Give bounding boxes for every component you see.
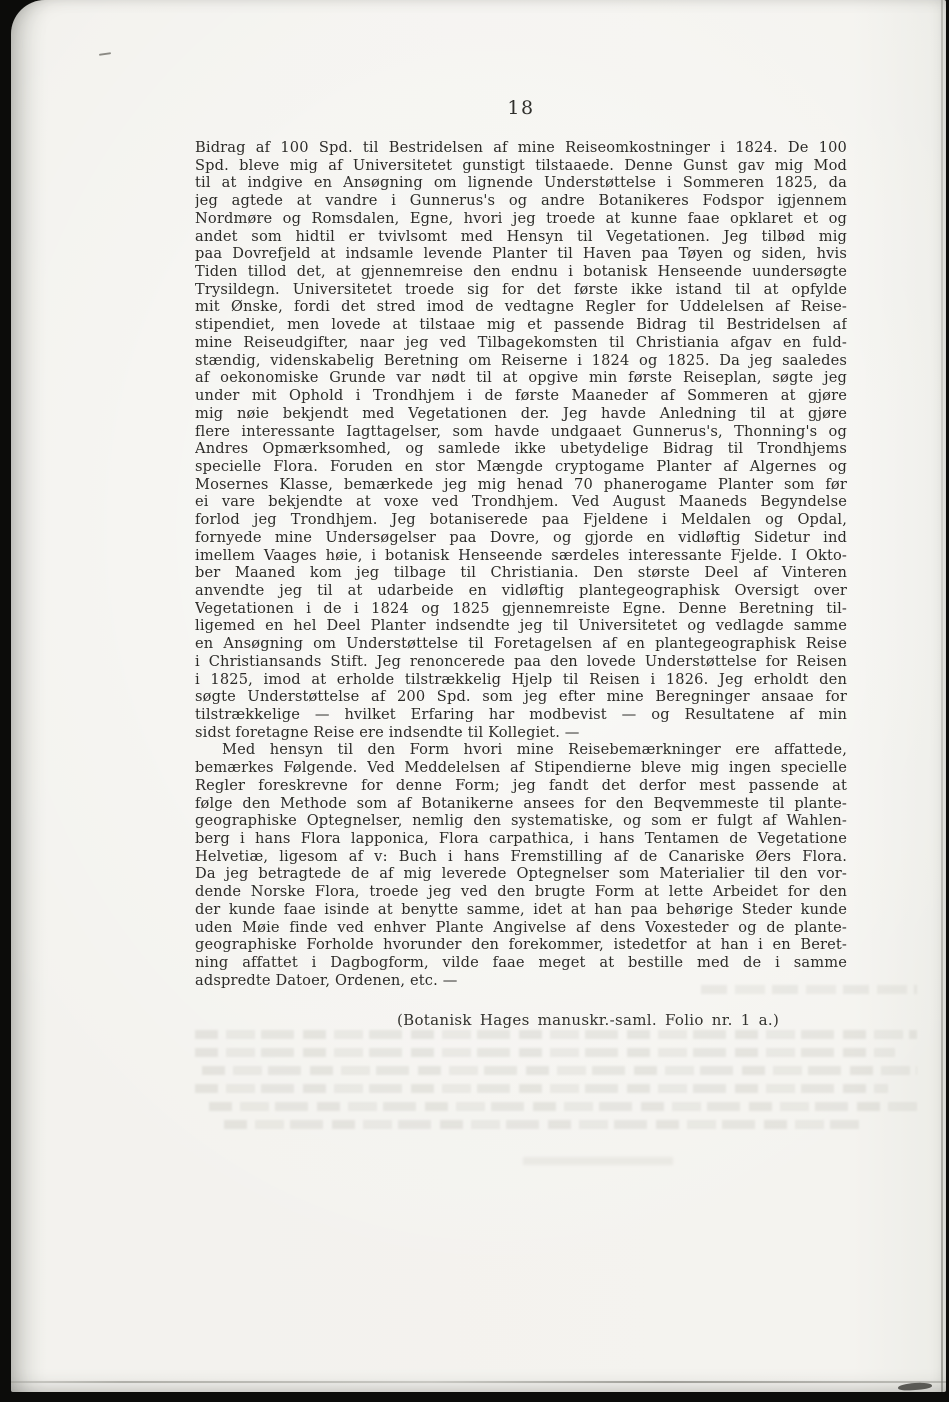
text-line: Da jeg betragtede de af mig leverede Optegnelser som Materialier til den vor- (195, 865, 847, 883)
text-line: mit Ønske, fordi det stred imod de vedtagne Regler for Uddelelsen af Reise- (195, 298, 847, 316)
text-line: uden Møie finde ved enhver Plante Angivelse af dens Voxesteder og de plante- (195, 918, 847, 936)
text-line: jeg agtede at vandre i Gunnerus's og andre Botanikeres Fodspor igjennem (195, 192, 847, 210)
text-line: af oekonomiske Grunde var nødt til at opgive min første Reiseplan, søgte jeg (195, 369, 847, 387)
text-line: ligemed en hel Deel Planter indsendte jeg til Universitetet og vedlagde samme (195, 617, 847, 635)
text-line: en Ansøgning om Understøttelse til Foretagelsen af en plantegeographisk Reise (195, 635, 847, 653)
book-page (11, 0, 946, 1392)
paragraph-form-remarks (195, 741, 847, 989)
text-line: berg i hans Flora lapponica, Flora carpathica, i hans Tentamen de Vegetatione (195, 830, 847, 848)
bleed-through-row (209, 1102, 917, 1111)
text-line: Med hensyn til den Form hvori mine Reisebemærkninger ere affattede, (222, 741, 847, 759)
text-line: adspredte Datoer, Ordenen, etc. — (195, 971, 458, 989)
text-line: søgte Understøttelse af 200 Spd. som jeg efter mine Beregninger ansaae for (195, 688, 847, 706)
text-line: følge den Methode som af Botanikerne ansees for den Beqvemmeste til plante- (195, 794, 847, 812)
text-line: ber Maaned kom jeg tilbage til Christiania. Den største Deel af Vinteren (195, 564, 847, 582)
bleed-through-row (195, 1048, 895, 1057)
text-line: geographiske Optegnelser, nemlig den systematiske, og som er fulgt af Wahlen- (195, 812, 847, 830)
text-line: sidst foretagne Reise ere indsendte til Kollegiet. — (195, 723, 580, 741)
source-citation: (Botanisk Hages manuskr.-saml. Folio nr. 1 a.) (397, 1011, 780, 1029)
text-line: paa Dovrefjeld at indsamle levende Planter til Haven paa Tøyen og siden, hvis (195, 245, 847, 263)
text-line: Bidrag af 100 Spd. til Bestridelsen af mine Reiseomkostninger i 1824. De 100 (195, 139, 847, 156)
text-line: flere interessante Iagttagelser, som havde undgaaet Gunnerus's, Thonning's og (195, 422, 847, 440)
text-line: Nordmøre og Romsdalen, Egne, hvori jeg troede at kunne faae opklaret et og (195, 209, 847, 227)
bottom-crease (11, 1381, 946, 1383)
paper-speck (99, 52, 111, 56)
page-text-block (195, 139, 847, 990)
text-line: i Christiansands Stift. Jeg renoncerede paa den lovede Understøttelse for Reisen (195, 652, 847, 670)
text-line: stipendiet, men lovede at tilstaae mig et passende Bidrag til Bestridelsen af (195, 316, 847, 334)
bleed-through-row (224, 1120, 859, 1129)
text-line: mig nøie bekjendt med Vegetationen der. Jeg havde Anledning til at gjøre (195, 404, 847, 422)
text-line: mine Reiseudgifter, naar jeg ved Tilbagekomsten til Christiania afgav en fuld- (195, 333, 847, 351)
bleed-through-row (701, 985, 917, 994)
text-line: Trysildegn. Universitetet troede sig for det første ikke istand til at opfylde (195, 280, 847, 298)
text-line: der kunde faae isinde at benytte samme, idet at han paa behørige Steder kunde (195, 900, 847, 918)
paragraph-travel-report (195, 139, 847, 741)
text-line: til at indgive en Ansøgning om lignende Understøttelse i Sommeren 1825, da (195, 174, 847, 192)
text-line: Spd. bleve mig af Universitetet gunstigt tilstaaede. Denne Gunst gav mig Mod (195, 156, 847, 174)
text-line: ei vare bekjendte at voxe ved Trondhjem. Ved August Maaneds Begyndelse (195, 493, 847, 511)
text-line: andet som hidtil er tvivlsomt med Hensyn til Vegetationen. Jeg tilbød mig (195, 227, 847, 245)
text-line: i 1825, imod at erholde tilstrækkelig Hjelp til Reisen i 1826. Jeg erholdt den (195, 670, 847, 688)
text-line: Vegetationen i de i 1824 og 1825 gjennemreiste Egne. Denne Beretning til- (195, 599, 847, 617)
text-line: specielle Flora. Foruden en stor Mængde cryptogame Planter af Algernes og (195, 457, 847, 475)
bleed-through-row (195, 1030, 917, 1039)
text-line: Mosernes Klasse, bemærkede jeg mig henad 70 phanerogame Planter som før (195, 475, 847, 493)
bleed-through-text (195, 1030, 917, 1138)
text-line: geographiske Forholde hvorunder den forekommer, istedetfor at han i en Beret- (195, 936, 847, 954)
text-line: anvendte jeg til at udarbeide en vidløftig plantegeographisk Oversigt over (195, 581, 847, 599)
text-line: imellem Vaages høie, i botanisk Henseende særdeles interessante Fjelde. I Okto- (195, 546, 847, 564)
bleed-through-row (202, 1066, 917, 1075)
text-line: fornyede mine Undersøgelser paa Dovre, og gjorde en vidløftig Sidetur ind (195, 528, 847, 546)
bleed-through-row (523, 1157, 673, 1165)
text-line: stændig, videnskabelig Beretning om Reiserne i 1824 og 1825. Da jeg saaledes (195, 351, 847, 369)
bleed-through-row (195, 1084, 888, 1093)
text-line: tilstrækkelige — hvilket Erfaring har modbevist — og Resultatene af min (195, 706, 847, 723)
text-line: under mit Ophold i Trondhjem i de første Maaneder af Sommeren at gjøre (195, 387, 847, 405)
text-line: dende Norske Flora, troede jeg ved den brugte Form at lette Arbeidet for den (195, 883, 847, 901)
bottom-corner-smudge (898, 1382, 932, 1391)
text-line: Helvetiæ, ligesom af v: Buch i hans Fremstilling af de Canariske Øers Flora. (195, 847, 847, 865)
text-line: forlod jeg Trondhjem. Jeg botaniserede paa Fjeldene i Meldalen og Opdal, (195, 511, 847, 529)
text-line: ning affattet i Dagbogform, vilde faae meget at bestille med de i samme (195, 954, 847, 972)
text-line: Regler foreskrevne for denne Form; jeg fandt det derfor mest passende at (195, 776, 847, 794)
text-line: Andres Opmærksomhed, og samlede ikke ubetydelige Bidrag til Trondhjems (195, 440, 847, 458)
right-page-edge (941, 0, 943, 1392)
page-number: 18 (507, 97, 535, 119)
text-line: Tiden tillod det, at gjennemreise den endnu i botanisk Henseende uundersøgte (195, 263, 847, 281)
text-line: bemærkes Følgende. Ved Meddelelsen af Stipendierne bleve mig ingen specielle (195, 759, 847, 777)
